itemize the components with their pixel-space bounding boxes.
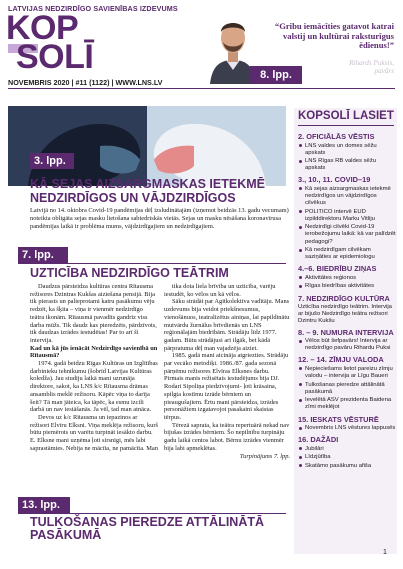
- sidebar-item[interactable]: LNS valdes un domes sēžu apskats: [298, 143, 396, 157]
- sidebar-item[interactable]: Jubilāri: [298, 446, 396, 453]
- continued-link[interactable]: Turpinājums 7. lpp.: [239, 453, 290, 461]
- article2-col-right: [164, 283, 290, 461]
- article2-paragraph: tika dota liela brīvība un uzticība, varēju iestudēt, ko vēlos un kā vēlos.: [164, 283, 276, 298]
- article2-paragraph: Daudzus pārsteidza kultūras centra Rītausma režisores Dzintras Kukšas aiziešana pensijā. Bija tik pierasts un palieprotami katru pasākumu vēju redzēt, ka šķita – viņa ir vienmēr nedzirdīgo teātra ikonām. Rītausmā pavadīts gandrīz viss darba mūžs. Tik daudz kas pieredzēts, pārdzīvots, tik daudzas izrādes iestudētas! Par to arī šī intervija.: [30, 283, 157, 344]
- article2-paragraph: 1974. gadā beidzu Rīgas Kultūras un Izglītības darbinieku tehnikumu (šobrīd Latvijas Kultūras koledža). Jau studiju laikā mani uzrunāja direktore, sakot, ka LNS k/c Rītausma drāmas ansamblis meklē režisoru. Kāpēc viņa to darīja šeit? Tā man jāteica, ka tāpēc, ka esmu izcili darbā un nav iestāšanās. Ja vēl, tad man atnāca.: [30, 360, 158, 414]
- sidebar-item[interactable]: Skatāmo pasākumu afiša: [298, 463, 396, 470]
- article2-paragraph: Devos uz k/c Rītausma un iepazinos ar režisori Elvīru Elksni. Viņa meklēja režisoru, kurš būtu piemērots un varētu turpināt iesākto darbu. E. Elksne mani uzņēma ļoti sirsnīgi, mēs labi saprastāmies. Nebija ne mācīta, ne pamācīta. Man: [30, 413, 158, 452]
- article2-col-left: [30, 283, 158, 452]
- sidebar-item[interactable]: Vēlos būt šefpavārs! Intervija ar nedzirdīgo pavāru Rihardu Puksi: [298, 338, 396, 352]
- sidebar-item[interactable]: Nedzirdīgi cilvēki Covid-19 ierobežojumu laikā: kā var palīdzēt pedagogi?: [298, 224, 396, 245]
- sidebar-item[interactable]: Līdzjūtība: [298, 454, 396, 461]
- sidebar-item[interactable]: POLITICO intervē EUD izpilddirektoru Marku Vitliju: [298, 209, 396, 223]
- sidebar-section-heading[interactable]: 12. – 14. ZĪMJU VALODA: [298, 355, 384, 365]
- sidebar-item[interactable]: Kā nedzirdīgam cilvēkam saziņāties ar epidemiologu: [298, 247, 396, 261]
- logo-line-2: SOLĪ: [16, 38, 94, 76]
- article2-paragraph: Sāku strādāt par Agitkolektīva vadītāju. Mans uzdevums bija veidot priekšnesumus, vienošānuos, teatralizētus ainiņas, lai papildinātu mutvārdu žurnālus brīvdienās un LNS reģionālajām biedrībām. Strādāju līdz 1977. gadam. Būtu strādājusi arī ilgāk, bet kādā pārpratuma dēļ man vajadzēja aiziet.: [164, 298, 290, 352]
- sidebar-section-heading[interactable]: 16. DAŽĀDI: [298, 435, 339, 445]
- sidebar-item[interactable]: Rīgas biedrības aktivitātes: [298, 283, 396, 290]
- article2-headline[interactable]: UZTICĪBA NEDZIRDĪGO TEĀTRIM: [30, 266, 229, 280]
- article3-rule: [18, 513, 286, 514]
- lead-page-tag[interactable]: 3. lpp.: [30, 153, 74, 169]
- sidebar-section-heading[interactable]: 7. NEDZIRDĪGO KULTŪRA: [298, 293, 390, 303]
- article2-paragraph: Tērezā saprata, ka teātra repertuārā nekad nav bijušas izrādes bērniem. Šo nepilnību turpināju gadu laikā centos labot. Bērnu izrādes vienmēr bija labi apmeklētas.: [164, 421, 290, 452]
- sidebar-list: [298, 129, 396, 470]
- sidebar-item[interactable]: Novembris LNS vēstures lappusēs: [298, 425, 396, 432]
- article2-rule: [18, 263, 286, 264]
- lead-headline[interactable]: KĀ SEJAS AIZSARGMASKAS IETEKMĒ NEDZIRDĪGOS UN VĀJDZIRDĪGOS: [30, 177, 265, 205]
- sidebar-item[interactable]: Kā sejas aizsargmaskas ietekmē nedzirdīgos un vājdzirdīgos cilvēkus: [298, 186, 396, 207]
- sidebar-section-heading[interactable]: 8. – 9. NUMURA INTERVIJA: [298, 327, 394, 337]
- sidebar-title: KOPSOLĪ LASIET: [298, 110, 394, 122]
- article2-page-tag[interactable]: 7. lpp.: [18, 247, 68, 263]
- masthead-divider: [8, 88, 395, 89]
- page-number: 1: [383, 549, 387, 556]
- sidebar-item[interactable]: Ievelētā ASV prezidenta Baidena zīmi meklējot: [298, 397, 396, 411]
- sidebar-section-heading[interactable]: 3., 10., 11. COVID–19: [298, 175, 371, 185]
- masthead-logo: [6, 9, 116, 76]
- sidebar-item[interactable]: LNS Rīgas RB valdes sēžu apskats: [298, 158, 396, 172]
- sidebar-item[interactable]: Nepieciešams lietot pareizu zīmju valodu – intervija ar Līgu Baueri: [298, 366, 396, 380]
- issue-line: NOVEMBRIS 2020 | #11 (1122) | WWW.LNS.LV: [8, 78, 163, 87]
- article2-question: Kad un kā jūs ienācāt Nedzirdīgo savienībā un Rītausmā?: [30, 344, 158, 360]
- masthead-strip: LATVIJAS NEDZIRDĪGO SAVIENĪBAS IZDEVUMS: [8, 4, 178, 13]
- masks-illustration: [8, 106, 286, 186]
- logo-line-1: KOP: [6, 9, 79, 47]
- sidebar-item[interactable]: Uzticība nedzirdīgo teātrim. Intervija ar bijušo Nedzirdīgo teātra režisori Dzintru Kukšu: [298, 303, 392, 324]
- cover-quote-author: [310, 59, 394, 75]
- article2-paragraph: 1985. gadā mani aicināja atgriezties. Strādāju par vecāko metodiķi. 1986./87. gada sezonā pārņēmu režisores Elvīras Elksnes darbu. Pirmais manis režisētais iestudējums bija DJ. Rodari Sipoliņa piedzīvojumi- ļoti krāsaina, spilgta kostīmu izrāde bērniem un pieaugušajiem. Ērtu mani pārsteidza, izrādes personāžiem izgatavojot pasakaini skaistas tērpus.: [164, 352, 289, 421]
- author-name: Rihards Puksis,: [349, 59, 394, 67]
- article3-page-tag[interactable]: 13. lpp.: [18, 497, 70, 513]
- sidebar-section-heading[interactable]: 15. ІЕSKATS VĒSTURĒ: [298, 414, 379, 424]
- sidebar-section-heading[interactable]: 4.–6. BIEDRĪBU ZIŅAS: [298, 264, 377, 274]
- article3-headline[interactable]: TULKOŠANAS PIEREDZE ATTĀLINĀTĀ PASĀKUMĀ: [30, 515, 265, 542]
- cover-quote: “Gribu iemācīties gatavot katrai valstij un kultūrai raksturīgus ēdienus!”: [274, 21, 394, 51]
- author-role: pavārs: [374, 67, 394, 75]
- sidebar-item[interactable]: Tulkošanas pieredze attālinātā pasākumā: [298, 382, 396, 396]
- sidebar-rule: [298, 125, 394, 126]
- sidebar-item[interactable]: Aktivitātes reģionos: [298, 275, 396, 282]
- lead-lede: Latvijā no 14. oktobra Covid-19 pandēmijas dēļ izsludinātajām (izņemot beidzās 13. gadu vecumam) noteikta obligāta sejas masku lietošana sabiedriskās vietās. Sejas un masku nēsāšana koronavīrusa pandēmijas laikā ir problēma mums, vājdzirdīgajiem un nedzirdīgajiem.: [30, 207, 289, 230]
- sidebar-section-heading[interactable]: 2. OFICIĀLĀS VĒSTIS: [298, 132, 375, 141]
- cover-page-tag[interactable]: 8. lpp.: [250, 66, 302, 84]
